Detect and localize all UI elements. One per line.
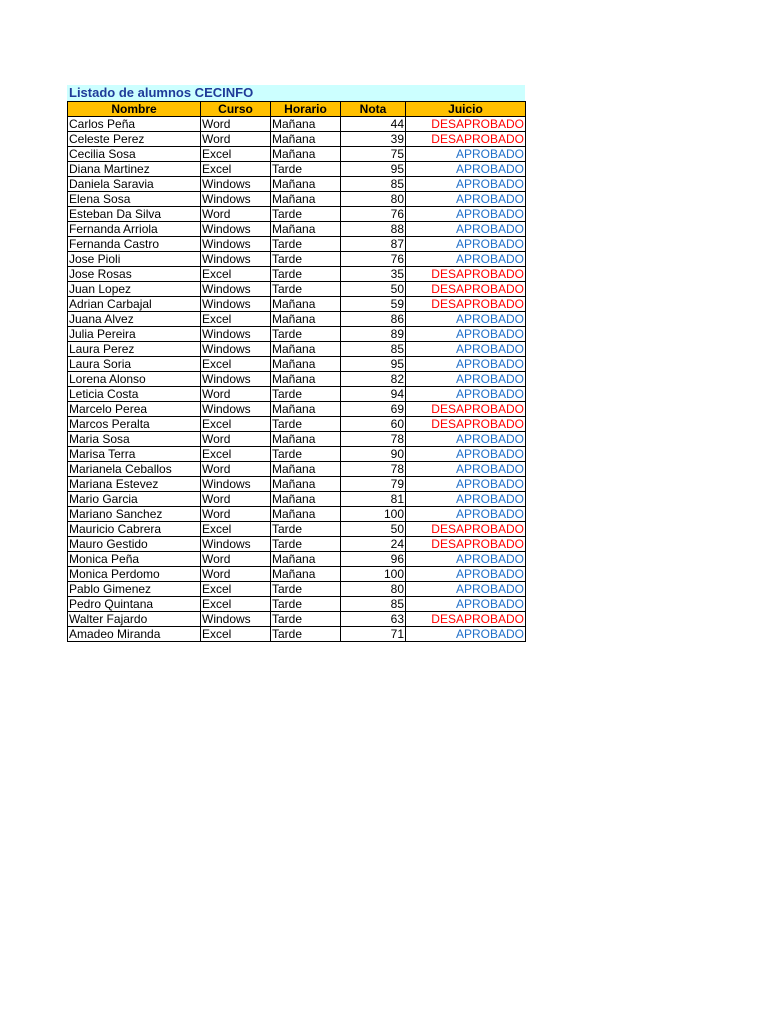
cell-juicio[interactable]: APROBADO — [406, 372, 526, 387]
cell-juicio[interactable]: APROBADO — [406, 327, 526, 342]
cell-horario[interactable]: Mañana — [271, 222, 341, 237]
cell-curso[interactable]: Excel — [201, 267, 271, 282]
table-row — [68, 177, 526, 192]
cell-nombre[interactable]: Carlos Peña — [68, 117, 201, 132]
cell-curso[interactable]: Windows — [201, 342, 271, 357]
table-row — [68, 582, 526, 597]
cell-juicio[interactable]: APROBADO — [406, 477, 526, 492]
cell-nombre[interactable]: Juana Alvez — [68, 312, 201, 327]
cell-juicio[interactable]: DESAPROBADO — [406, 417, 526, 432]
header-nombre[interactable]: Nombre — [68, 102, 201, 117]
table-row — [68, 627, 526, 642]
cell-horario[interactable]: Tarde — [271, 387, 341, 402]
cell-nombre[interactable]: Amadeo Miranda — [68, 627, 201, 642]
cell-horario[interactable]: Mañana — [271, 402, 341, 417]
cell-curso[interactable]: Word — [201, 387, 271, 402]
cell-curso[interactable]: Excel — [201, 582, 271, 597]
cell-curso[interactable]: Excel — [201, 312, 271, 327]
cell-juicio[interactable]: APROBADO — [406, 447, 526, 462]
cell-horario[interactable]: Mañana — [271, 552, 341, 567]
cell-curso[interactable]: Word — [201, 432, 271, 447]
cell-nombre[interactable]: Walter Fajardo — [68, 612, 201, 627]
cell-juicio[interactable]: APROBADO — [406, 342, 526, 357]
cell-juicio[interactable]: DESAPROBADO — [406, 402, 526, 417]
cell-horario[interactable]: Tarde — [271, 282, 341, 297]
table-row — [68, 402, 526, 417]
table-row — [68, 222, 526, 237]
cell-nombre[interactable]: Mariana Estevez — [68, 477, 201, 492]
cell-nombre[interactable]: Fernanda Arriola — [68, 222, 201, 237]
table-row — [68, 477, 526, 492]
cell-nota[interactable]: 44 — [341, 117, 406, 132]
cell-nota[interactable]: 76 — [341, 207, 406, 222]
cell-nota[interactable]: 60 — [341, 417, 406, 432]
cell-nombre[interactable]: Monica Peña — [68, 552, 201, 567]
cell-nota[interactable]: 71 — [341, 627, 406, 642]
table-row — [68, 612, 526, 627]
cell-nombre[interactable]: Mario Garcia — [68, 492, 201, 507]
cell-juicio[interactable]: APROBADO — [406, 162, 526, 177]
cell-curso[interactable]: Excel — [201, 597, 271, 612]
table-row — [68, 132, 526, 147]
cell-curso[interactable]: Windows — [201, 177, 271, 192]
cell-horario[interactable]: Mañana — [271, 357, 341, 372]
table-row — [68, 492, 526, 507]
cell-nota[interactable]: 50 — [341, 282, 406, 297]
cell-juicio[interactable]: APROBADO — [406, 582, 526, 597]
table-row — [68, 297, 526, 312]
table-row — [68, 552, 526, 567]
cell-nombre[interactable]: Diana Martinez — [68, 162, 201, 177]
table-row — [68, 252, 526, 267]
cell-nombre[interactable]: Marcos Peralta — [68, 417, 201, 432]
cell-juicio[interactable]: APROBADO — [406, 492, 526, 507]
table-row — [68, 447, 526, 462]
cell-nombre[interactable]: Mariano Sanchez — [68, 507, 201, 522]
cell-curso[interactable]: Excel — [201, 627, 271, 642]
cell-juicio[interactable]: APROBADO — [406, 552, 526, 567]
cell-curso[interactable]: Word — [201, 117, 271, 132]
cell-horario[interactable]: Mañana — [271, 297, 341, 312]
cell-horario[interactable]: Tarde — [271, 447, 341, 462]
cell-nombre[interactable]: Laura Soria — [68, 357, 201, 372]
cell-nombre[interactable]: Lorena Alonso — [68, 372, 201, 387]
cell-nombre[interactable]: Maria Sosa — [68, 432, 201, 447]
cell-curso[interactable]: Windows — [201, 327, 271, 342]
cell-juicio[interactable]: APROBADO — [406, 237, 526, 252]
cell-horario[interactable]: Tarde — [271, 207, 341, 222]
table-row — [68, 462, 526, 477]
sheet-title[interactable]: Listado de alumnos CECINFO — [67, 85, 525, 101]
table-row — [68, 192, 526, 207]
cell-nota[interactable]: 96 — [341, 552, 406, 567]
cell-horario[interactable]: Tarde — [271, 267, 341, 282]
cell-curso[interactable]: Windows — [201, 282, 271, 297]
cell-curso[interactable]: Excel — [201, 147, 271, 162]
table-row — [68, 597, 526, 612]
cell-nombre[interactable]: Mauricio Cabrera — [68, 522, 201, 537]
cell-nombre[interactable]: Leticia Costa — [68, 387, 201, 402]
header-horario[interactable]: Horario — [271, 102, 341, 117]
table-row — [68, 537, 526, 552]
table-row — [68, 282, 526, 297]
cell-nota[interactable]: 90 — [341, 447, 406, 462]
table-row — [68, 387, 526, 402]
cell-nota[interactable]: 76 — [341, 252, 406, 267]
cell-nombre[interactable]: Daniela Saravia — [68, 177, 201, 192]
cell-curso[interactable]: Excel — [201, 162, 271, 177]
cell-juicio[interactable]: APROBADO — [406, 627, 526, 642]
cell-horario[interactable]: Mañana — [271, 312, 341, 327]
cell-nota[interactable]: 95 — [341, 357, 406, 372]
table-row — [68, 417, 526, 432]
cell-nombre[interactable]: Fernanda Castro — [68, 237, 201, 252]
table-row — [68, 207, 526, 222]
cell-nota[interactable]: 79 — [341, 477, 406, 492]
cell-nota[interactable]: 69 — [341, 402, 406, 417]
cell-nota[interactable]: 50 — [341, 522, 406, 537]
cell-juicio[interactable]: DESAPROBADO — [406, 612, 526, 627]
cell-horario[interactable]: Tarde — [271, 627, 341, 642]
table-row — [68, 567, 526, 582]
cell-curso[interactable]: Windows — [201, 297, 271, 312]
cell-juicio[interactable]: DESAPROBADO — [406, 117, 526, 132]
cell-curso[interactable]: Windows — [201, 372, 271, 387]
cell-juicio[interactable]: APROBADO — [406, 147, 526, 162]
cell-nota[interactable]: 85 — [341, 177, 406, 192]
cell-curso[interactable]: Word — [201, 507, 271, 522]
table-row — [68, 312, 526, 327]
cell-nombre[interactable]: Laura Perez — [68, 342, 201, 357]
cell-curso[interactable]: Windows — [201, 237, 271, 252]
cell-curso[interactable]: Word — [201, 462, 271, 477]
cell-horario[interactable]: Tarde — [271, 612, 341, 627]
table-body — [68, 117, 526, 642]
cell-horario[interactable]: Tarde — [271, 522, 341, 537]
cell-nombre[interactable]: Celeste Perez — [68, 132, 201, 147]
cell-horario[interactable]: Tarde — [271, 582, 341, 597]
cell-nombre[interactable]: Marisa Terra — [68, 447, 201, 462]
cell-nota[interactable]: 75 — [341, 147, 406, 162]
table-row — [68, 237, 526, 252]
cell-nota[interactable]: 86 — [341, 312, 406, 327]
cell-curso[interactable]: Excel — [201, 522, 271, 537]
cell-nombre[interactable]: Elena Sosa — [68, 192, 201, 207]
cell-juicio[interactable]: APROBADO — [406, 432, 526, 447]
cell-juicio[interactable]: DESAPROBADO — [406, 132, 526, 147]
cell-curso[interactable]: Word — [201, 552, 271, 567]
cell-juicio[interactable]: DESAPROBADO — [406, 297, 526, 312]
cell-nota[interactable]: 59 — [341, 297, 406, 312]
cell-nota[interactable]: 88 — [341, 222, 406, 237]
cell-horario[interactable]: Mañana — [271, 192, 341, 207]
cell-nota[interactable]: 100 — [341, 567, 406, 582]
cell-juicio[interactable]: DESAPROBADO — [406, 282, 526, 297]
table-row — [68, 342, 526, 357]
cell-horario[interactable]: Tarde — [271, 327, 341, 342]
cell-juicio[interactable]: APROBADO — [406, 357, 526, 372]
cell-curso[interactable]: Windows — [201, 402, 271, 417]
cell-horario[interactable]: Mañana — [271, 432, 341, 447]
cell-juicio[interactable]: APROBADO — [406, 387, 526, 402]
cell-juicio[interactable]: APROBADO — [406, 222, 526, 237]
table-row — [68, 117, 526, 132]
cell-horario[interactable]: Tarde — [271, 252, 341, 267]
cell-curso[interactable]: Windows — [201, 537, 271, 552]
cell-juicio[interactable]: APROBADO — [406, 177, 526, 192]
cell-horario[interactable]: Tarde — [271, 417, 341, 432]
cell-horario[interactable]: Mañana — [271, 117, 341, 132]
cell-nota[interactable]: 81 — [341, 492, 406, 507]
cell-nombre[interactable]: Marianela Ceballos — [68, 462, 201, 477]
cell-nota[interactable]: 35 — [341, 267, 406, 282]
cell-nombre[interactable]: Jose Rosas — [68, 267, 201, 282]
cell-nombre[interactable]: Adrian Carbajal — [68, 297, 201, 312]
cell-nota[interactable]: 100 — [341, 507, 406, 522]
cell-nota[interactable]: 24 — [341, 537, 406, 552]
cell-horario[interactable]: Mañana — [271, 132, 341, 147]
table-row — [68, 522, 526, 537]
cell-curso[interactable]: Windows — [201, 612, 271, 627]
header-curso[interactable]: Curso — [201, 102, 271, 117]
cell-nombre[interactable]: Monica Perdomo — [68, 567, 201, 582]
cell-nota[interactable]: 82 — [341, 372, 406, 387]
cell-horario[interactable]: Mañana — [271, 177, 341, 192]
cell-juicio[interactable]: APROBADO — [406, 312, 526, 327]
cell-curso[interactable]: Windows — [201, 222, 271, 237]
cell-nombre[interactable]: Jose Pioli — [68, 252, 201, 267]
cell-curso[interactable]: Windows — [201, 477, 271, 492]
cell-curso[interactable]: Excel — [201, 417, 271, 432]
cell-curso[interactable]: Word — [201, 567, 271, 582]
cell-curso[interactable]: Word — [201, 492, 271, 507]
cell-nota[interactable]: 63 — [341, 612, 406, 627]
cell-nota[interactable]: 39 — [341, 132, 406, 147]
table-row — [68, 357, 526, 372]
header-juicio[interactable]: Juicio — [406, 102, 526, 117]
cell-nombre[interactable]: Esteban Da Silva — [68, 207, 201, 222]
cell-juicio[interactable]: APROBADO — [406, 192, 526, 207]
cell-horario[interactable]: Mañana — [271, 492, 341, 507]
cell-nota[interactable]: 89 — [341, 327, 406, 342]
cell-nota[interactable]: 94 — [341, 387, 406, 402]
cell-curso[interactable]: Excel — [201, 447, 271, 462]
cell-horario[interactable]: Mañana — [271, 567, 341, 582]
cell-juicio[interactable]: DESAPROBADO — [406, 537, 526, 552]
cell-juicio[interactable]: APROBADO — [406, 207, 526, 222]
cell-nota[interactable]: 87 — [341, 237, 406, 252]
table-row — [68, 267, 526, 282]
table-row — [68, 162, 526, 177]
cell-nombre[interactable]: Mauro Gestido — [68, 537, 201, 552]
header-nota[interactable]: Nota — [341, 102, 406, 117]
cell-horario[interactable]: Tarde — [271, 237, 341, 252]
spreadsheet — [67, 85, 525, 642]
cell-curso[interactable]: Excel — [201, 357, 271, 372]
cell-nombre[interactable]: Juan Lopez — [68, 282, 201, 297]
cell-horario[interactable]: Mañana — [271, 342, 341, 357]
students-table — [67, 101, 526, 642]
cell-juicio[interactable]: APROBADO — [406, 597, 526, 612]
cell-nota[interactable]: 80 — [341, 192, 406, 207]
cell-nota[interactable]: 85 — [341, 597, 406, 612]
cell-juicio[interactable]: APROBADO — [406, 507, 526, 522]
cell-horario[interactable]: Tarde — [271, 162, 341, 177]
cell-nombre[interactable]: Pablo Gimenez — [68, 582, 201, 597]
cell-curso[interactable]: Word — [201, 132, 271, 147]
header-row — [68, 102, 526, 117]
cell-nota[interactable]: 78 — [341, 432, 406, 447]
cell-nombre[interactable]: Marcelo Perea — [68, 402, 201, 417]
cell-horario[interactable]: Mañana — [271, 147, 341, 162]
table-row — [68, 372, 526, 387]
cell-juicio[interactable]: APROBADO — [406, 252, 526, 267]
cell-nombre[interactable]: Pedro Quintana — [68, 597, 201, 612]
cell-horario[interactable]: Mañana — [271, 462, 341, 477]
cell-horario[interactable]: Mañana — [271, 477, 341, 492]
cell-curso[interactable]: Windows — [201, 192, 271, 207]
cell-juicio[interactable]: APROBADO — [406, 567, 526, 582]
cell-curso[interactable]: Word — [201, 207, 271, 222]
cell-horario[interactable]: Mañana — [271, 372, 341, 387]
cell-curso[interactable]: Windows — [201, 252, 271, 267]
cell-juicio[interactable]: DESAPROBADO — [406, 522, 526, 537]
cell-nombre[interactable]: Cecilia Sosa — [68, 147, 201, 162]
cell-horario[interactable]: Tarde — [271, 537, 341, 552]
cell-nota[interactable]: 80 — [341, 582, 406, 597]
cell-horario[interactable]: Mañana — [271, 507, 341, 522]
table-row — [68, 147, 526, 162]
table-row — [68, 327, 526, 342]
cell-nota[interactable]: 85 — [341, 342, 406, 357]
cell-nota[interactable]: 78 — [341, 462, 406, 477]
cell-juicio[interactable]: APROBADO — [406, 462, 526, 477]
table-row — [68, 507, 526, 522]
table-row — [68, 432, 526, 447]
cell-horario[interactable]: Tarde — [271, 597, 341, 612]
cell-nota[interactable]: 95 — [341, 162, 406, 177]
cell-nombre[interactable]: Julia Pereira — [68, 327, 201, 342]
cell-juicio[interactable]: DESAPROBADO — [406, 267, 526, 282]
